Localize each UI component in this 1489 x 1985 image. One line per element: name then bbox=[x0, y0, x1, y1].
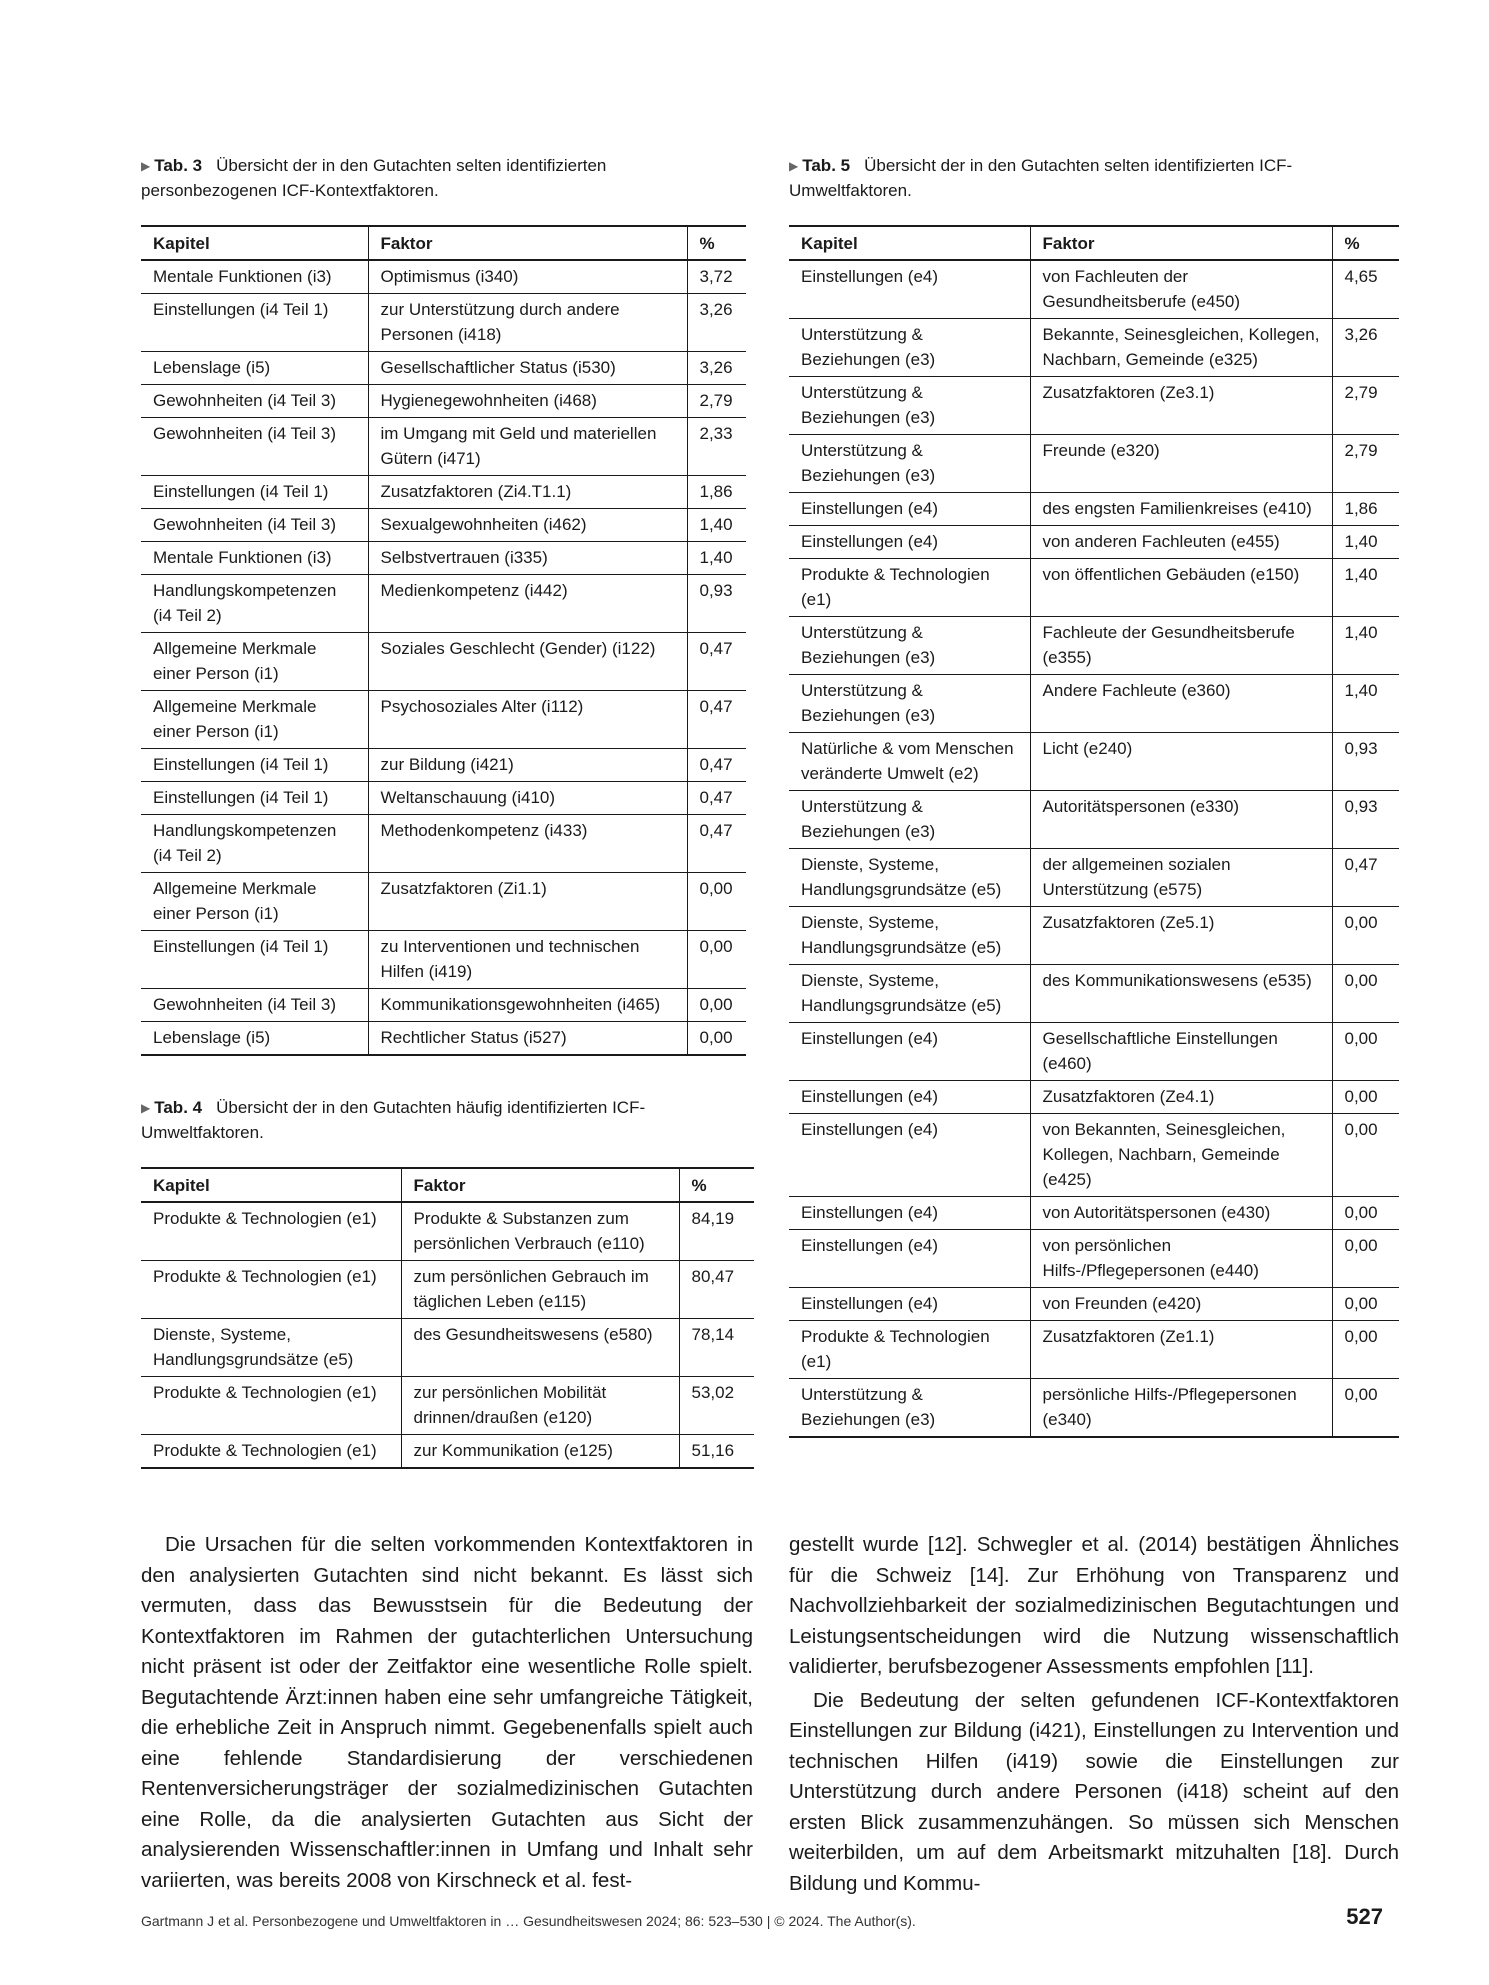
table-row bbox=[141, 815, 746, 873]
cell-percent: 2,79 bbox=[1332, 377, 1399, 435]
cell-faktor: des Gesundheitswesens (e580) bbox=[401, 1319, 679, 1377]
cell-percent: 4,65 bbox=[1332, 260, 1399, 319]
table-row bbox=[141, 749, 746, 782]
cell-percent: 0,93 bbox=[1332, 791, 1399, 849]
cell-faktor: Freunde (e320) bbox=[1030, 435, 1332, 493]
cell-kapitel: Einstellungen (e4) bbox=[789, 1081, 1030, 1114]
cell-percent: 1,86 bbox=[1332, 493, 1399, 526]
cell-faktor: persönliche Hilfs-/Pflegepersonen (e340) bbox=[1030, 1379, 1332, 1438]
column-header: Kapitel bbox=[789, 226, 1030, 260]
table-row bbox=[141, 691, 746, 749]
cell-kapitel: Allgemeine Merkmale einer Person (i1) bbox=[141, 873, 368, 931]
column-header: Kapitel bbox=[141, 1168, 401, 1202]
cell-kapitel: Mentale Funktionen (i3) bbox=[141, 542, 368, 575]
cell-faktor: von Fachleuten der Gesundheitsberufe (e450) bbox=[1030, 260, 1332, 319]
table-row bbox=[789, 1197, 1399, 1230]
cell-kapitel: Einstellungen (e4) bbox=[789, 493, 1030, 526]
cell-percent: 0,47 bbox=[687, 815, 746, 873]
cell-faktor: Gesellschaftlicher Status (i530) bbox=[368, 352, 687, 385]
left-body-column bbox=[141, 1530, 753, 1896]
cell-percent: 53,02 bbox=[679, 1377, 754, 1435]
table-row bbox=[789, 617, 1399, 675]
table-row bbox=[789, 377, 1399, 435]
cell-percent: 0,47 bbox=[687, 782, 746, 815]
column-header: % bbox=[679, 1168, 754, 1202]
triangle-icon: ▶ bbox=[141, 159, 151, 173]
cell-kapitel: Einstellungen (e4) bbox=[789, 260, 1030, 319]
table-row bbox=[789, 965, 1399, 1023]
table-row bbox=[789, 260, 1399, 319]
cell-percent: 0,00 bbox=[1332, 1379, 1399, 1438]
body-paragraph: gestellt wurde [12]. Schwegler et al. (2014) bestätigen Ähnliches für die Schweiz [14]. Zur Erhöhung von Transparenz und Nachvollziehbarkeit der sozialmedizinischen Begutachtungen und Leistungsentscheidungen wird die Nutzung wissenschaftlich validierter, berufsbezogener Assessments empfohlen [11]. bbox=[789, 1533, 1399, 1678]
cell-percent: 3,72 bbox=[687, 260, 746, 294]
cell-kapitel: Unterstützung & Beziehungen (e3) bbox=[789, 791, 1030, 849]
column-header: Faktor bbox=[401, 1168, 679, 1202]
table-row bbox=[789, 675, 1399, 733]
triangle-icon: ▶ bbox=[789, 159, 799, 173]
cell-kapitel: Allgemeine Merkmale einer Person (i1) bbox=[141, 691, 368, 749]
cell-faktor: zur Bildung (i421) bbox=[368, 749, 687, 782]
table-header-row bbox=[789, 226, 1399, 260]
cell-percent: 0,00 bbox=[1332, 1081, 1399, 1114]
table-row bbox=[789, 1288, 1399, 1321]
table-row bbox=[141, 294, 746, 352]
table-row bbox=[141, 509, 746, 542]
footer-citation: Gartmann J et al. Personbezogene und Umweltfaktoren in … Gesundheitswesen 2024; 86: 523–530 | © 2024. The Author(s). bbox=[141, 1913, 916, 1929]
body-paragraph: Die Ursachen für die selten vorkommenden Kontextfaktoren in den analysierten Gutachten sind nicht bekannt. Es lässt sich vermuten, dass das Bewusstsein für die Bedeutung der Kontextfaktoren im Rahmen der gutachterlichen Untersuchung nicht präsent ist oder der Zeitfaktor eine wesentliche Rolle spielt. Begutachtende Ärzt:innen haben eine sehr umfangreiche Tätigkeit, die erhebliche Zeit in Anspruch nimmt. Gegebenenfalls spielt auch eine fehlende Standardisierung der verschiedenen Rentenversicherungsträger der sozialmedizinischen Gutachten eine Rolle, da die analysierten Gutachten aus Sicht der analysierenden Wissenschaftler:innen in Umfang und Inhalt sehr variierten, was bereits 2008 von Kirschneck et al. fest- bbox=[141, 1533, 753, 1892]
table-row bbox=[141, 476, 746, 509]
cell-kapitel: Unterstützung & Beziehungen (e3) bbox=[789, 435, 1030, 493]
tab5-label: Tab. 5 bbox=[802, 156, 851, 175]
cell-faktor: Zusatzfaktoren (Ze4.1) bbox=[1030, 1081, 1332, 1114]
cell-percent: 0,47 bbox=[687, 691, 746, 749]
cell-kapitel: Allgemeine Merkmale einer Person (i1) bbox=[141, 633, 368, 691]
cell-faktor: des Kommunikationswesens (e535) bbox=[1030, 965, 1332, 1023]
cell-percent: 0,00 bbox=[687, 873, 746, 931]
tab4-block bbox=[141, 1096, 754, 1469]
cell-faktor: im Umgang mit Geld und materiellen Gütern (i471) bbox=[368, 418, 687, 476]
cell-kapitel: Lebenslage (i5) bbox=[141, 1022, 368, 1056]
cell-faktor: Rechtlicher Status (i527) bbox=[368, 1022, 687, 1056]
cell-kapitel: Gewohnheiten (i4 Teil 3) bbox=[141, 385, 368, 418]
cell-kapitel: Produkte & Technologien (e1) bbox=[141, 1261, 401, 1319]
cell-faktor: Psychosoziales Alter (i112) bbox=[368, 691, 687, 749]
table-row bbox=[141, 1435, 754, 1469]
cell-kapitel: Einstellungen (i4 Teil 1) bbox=[141, 749, 368, 782]
cell-kapitel: Dienste, Systeme, Handlungsgrundsätze (e5) bbox=[789, 965, 1030, 1023]
cell-percent: 0,00 bbox=[687, 989, 746, 1022]
cell-percent: 0,00 bbox=[1332, 1230, 1399, 1288]
cell-faktor: Bekannte, Seinesgleichen, Kollegen, Nachbarn, Gemeinde (e325) bbox=[1030, 319, 1332, 377]
table-header-row bbox=[141, 1168, 754, 1202]
table-row bbox=[141, 1319, 754, 1377]
cell-percent: 0,00 bbox=[687, 931, 746, 989]
table-row bbox=[141, 575, 746, 633]
table-row bbox=[141, 633, 746, 691]
table-row bbox=[141, 1022, 746, 1056]
page-number: 527 bbox=[1346, 1904, 1383, 1929]
table-row bbox=[789, 319, 1399, 377]
cell-kapitel: Gewohnheiten (i4 Teil 3) bbox=[141, 509, 368, 542]
cell-percent: 1,40 bbox=[687, 542, 746, 575]
tab3-caption-text: Übersicht der in den Gutachten selten identifizierten personbezogenen ICF-Kontextfaktoren. bbox=[141, 156, 607, 200]
cell-percent: 0,00 bbox=[1332, 1321, 1399, 1379]
cell-percent: 0,00 bbox=[1332, 1288, 1399, 1321]
cell-kapitel: Einstellungen (e4) bbox=[789, 526, 1030, 559]
table-row bbox=[789, 559, 1399, 617]
cell-kapitel: Unterstützung & Beziehungen (e3) bbox=[789, 675, 1030, 733]
cell-faktor: von anderen Fachleuten (e455) bbox=[1030, 526, 1332, 559]
tab4-caption bbox=[141, 1096, 754, 1145]
cell-percent: 2,79 bbox=[687, 385, 746, 418]
cell-faktor: von Bekannten, Seinesgleichen, Kollegen, Nachbarn, Gemeinde (e425) bbox=[1030, 1114, 1332, 1197]
triangle-icon: ▶ bbox=[141, 1101, 151, 1115]
tab5-caption-text: Übersicht der in den Gutachten selten identifizierten ICF-Umweltfaktoren. bbox=[789, 156, 1293, 200]
cell-faktor: des engsten Familienkreises (e410) bbox=[1030, 493, 1332, 526]
cell-percent: 84,19 bbox=[679, 1202, 754, 1261]
cell-faktor: Optimismus (i340) bbox=[368, 260, 687, 294]
cell-percent: 1,40 bbox=[687, 509, 746, 542]
table-row bbox=[789, 1081, 1399, 1114]
cell-kapitel: Einstellungen (i4 Teil 1) bbox=[141, 931, 368, 989]
table-row bbox=[141, 782, 746, 815]
cell-percent: 0,00 bbox=[1332, 1023, 1399, 1081]
table-row bbox=[141, 873, 746, 931]
table-row bbox=[141, 352, 746, 385]
cell-percent: 51,16 bbox=[679, 1435, 754, 1469]
cell-faktor: Autoritätspersonen (e330) bbox=[1030, 791, 1332, 849]
cell-percent: 0,00 bbox=[1332, 1114, 1399, 1197]
cell-kapitel: Einstellungen (i4 Teil 1) bbox=[141, 782, 368, 815]
cell-percent: 1,86 bbox=[687, 476, 746, 509]
cell-kapitel: Einstellungen (e4) bbox=[789, 1288, 1030, 1321]
cell-faktor: von Autoritätspersonen (e430) bbox=[1030, 1197, 1332, 1230]
table-header-row bbox=[141, 226, 746, 260]
cell-faktor: zu Interventionen und technischen Hilfen (i419) bbox=[368, 931, 687, 989]
cell-percent: 1,40 bbox=[1332, 617, 1399, 675]
cell-faktor: Hygienegewohnheiten (i468) bbox=[368, 385, 687, 418]
cell-percent: 3,26 bbox=[687, 294, 746, 352]
cell-percent: 0,00 bbox=[1332, 907, 1399, 965]
tab3-caption bbox=[141, 154, 746, 203]
table-row bbox=[789, 791, 1399, 849]
table-row bbox=[141, 542, 746, 575]
cell-kapitel: Einstellungen (i4 Teil 1) bbox=[141, 476, 368, 509]
cell-faktor: zum persönlichen Gebrauch im täglichen Leben (e115) bbox=[401, 1261, 679, 1319]
cell-kapitel: Einstellungen (e4) bbox=[789, 1197, 1030, 1230]
cell-percent: 0,00 bbox=[1332, 965, 1399, 1023]
cell-percent: 1,40 bbox=[1332, 675, 1399, 733]
cell-percent: 80,47 bbox=[679, 1261, 754, 1319]
column-header: Faktor bbox=[368, 226, 687, 260]
cell-faktor: Fachleute der Gesundheitsberufe (e355) bbox=[1030, 617, 1332, 675]
table-row bbox=[789, 1023, 1399, 1081]
cell-kapitel: Produkte & Technologien (e1) bbox=[141, 1202, 401, 1261]
table-row bbox=[789, 733, 1399, 791]
tab4-label: Tab. 4 bbox=[154, 1098, 203, 1117]
cell-percent: 0,00 bbox=[1332, 1197, 1399, 1230]
cell-kapitel: Einstellungen (e4) bbox=[789, 1114, 1030, 1197]
tab4-caption-text: Übersicht der in den Gutachten häufig identifizierten ICF- Umweltfaktoren. bbox=[141, 1098, 646, 1142]
cell-kapitel: Unterstützung & Beziehungen (e3) bbox=[789, 1379, 1030, 1438]
cell-faktor: Sexualgewohnheiten (i462) bbox=[368, 509, 687, 542]
cell-percent: 0,47 bbox=[1332, 849, 1399, 907]
cell-kapitel: Handlungskompetenzen (i4 Teil 2) bbox=[141, 815, 368, 873]
tab3-table bbox=[141, 225, 746, 1056]
table-row bbox=[789, 435, 1399, 493]
cell-faktor: Methodenkompetenz (i433) bbox=[368, 815, 687, 873]
cell-kapitel: Dienste, Systeme, Handlungsgrundsätze (e5) bbox=[789, 907, 1030, 965]
cell-faktor: Zusatzfaktoren (Ze3.1) bbox=[1030, 377, 1332, 435]
body-paragraph: Die Bedeutung der selten gefundenen ICF-Kontextfaktoren Einstellungen zur Bildung (i421), Einstellungen zu Intervention und technischen Hilfen (i419) sowie die Einstellungen zur Unterstützung durch andere Personen (i418) scheint auf den ersten Blick zusammenzuhängen. So müssen sich Menschen weiterbilden, um auf dem Arbeitsmarkt mitzuhalten [18]. Durch Bildung und Kommu- bbox=[789, 1688, 1399, 1895]
cell-kapitel: Lebenslage (i5) bbox=[141, 352, 368, 385]
cell-faktor: zur Kommunikation (e125) bbox=[401, 1435, 679, 1469]
cell-faktor: zur Unterstützung durch andere Personen (i418) bbox=[368, 294, 687, 352]
cell-percent: 0,47 bbox=[687, 749, 746, 782]
cell-faktor: von persönlichen Hilfs-/Pflegepersonen (e440) bbox=[1030, 1230, 1332, 1288]
table-row bbox=[141, 1377, 754, 1435]
cell-faktor: Licht (e240) bbox=[1030, 733, 1332, 791]
cell-percent: 0,00 bbox=[687, 1022, 746, 1056]
table-row bbox=[789, 493, 1399, 526]
cell-faktor: Zusatzfaktoren (Zi4.T1.1) bbox=[368, 476, 687, 509]
cell-kapitel: Produkte & Technologien (e1) bbox=[141, 1435, 401, 1469]
cell-kapitel: Einstellungen (e4) bbox=[789, 1023, 1030, 1081]
tab3-block bbox=[141, 154, 746, 1056]
cell-kapitel: Dienste, Systeme, Handlungsgrundsätze (e5) bbox=[141, 1319, 401, 1377]
table-row bbox=[789, 526, 1399, 559]
cell-percent: 0,93 bbox=[687, 575, 746, 633]
cell-kapitel: Produkte & Technologien (e1) bbox=[789, 1321, 1030, 1379]
cell-faktor: Zusatzfaktoren (Zi1.1) bbox=[368, 873, 687, 931]
table-row bbox=[141, 260, 746, 294]
right-body-column bbox=[789, 1530, 1399, 1899]
table-row bbox=[789, 907, 1399, 965]
cell-percent: 3,26 bbox=[687, 352, 746, 385]
column-header: % bbox=[1332, 226, 1399, 260]
table-row bbox=[789, 849, 1399, 907]
cell-percent: 78,14 bbox=[679, 1319, 754, 1377]
cell-percent: 0,47 bbox=[687, 633, 746, 691]
tab4-table bbox=[141, 1167, 754, 1469]
table-row bbox=[789, 1321, 1399, 1379]
cell-faktor: Weltanschauung (i410) bbox=[368, 782, 687, 815]
cell-faktor: Gesellschaftliche Einstellungen (e460) bbox=[1030, 1023, 1332, 1081]
table-row bbox=[789, 1230, 1399, 1288]
cell-kapitel: Dienste, Systeme, Handlungsgrundsätze (e5) bbox=[789, 849, 1030, 907]
tab3-label: Tab. 3 bbox=[154, 156, 203, 175]
cell-kapitel: Unterstützung & Beziehungen (e3) bbox=[789, 377, 1030, 435]
tab5-table bbox=[789, 225, 1399, 1438]
cell-kapitel: Handlungskompetenzen (i4 Teil 2) bbox=[141, 575, 368, 633]
column-header: % bbox=[687, 226, 746, 260]
table-row bbox=[141, 418, 746, 476]
table-row bbox=[789, 1114, 1399, 1197]
cell-percent: 1,40 bbox=[1332, 526, 1399, 559]
cell-kapitel: Einstellungen (e4) bbox=[789, 1230, 1030, 1288]
cell-kapitel: Unterstützung & Beziehungen (e3) bbox=[789, 319, 1030, 377]
cell-percent: 2,79 bbox=[1332, 435, 1399, 493]
table-row bbox=[141, 931, 746, 989]
cell-kapitel: Produkte & Technologien (e1) bbox=[789, 559, 1030, 617]
cell-faktor: Zusatzfaktoren (Ze1.1) bbox=[1030, 1321, 1332, 1379]
tab5-caption bbox=[789, 154, 1399, 203]
cell-faktor: Andere Fachleute (e360) bbox=[1030, 675, 1332, 733]
table-row bbox=[141, 1202, 754, 1261]
table-row bbox=[141, 1261, 754, 1319]
cell-faktor: Medienkompetenz (i442) bbox=[368, 575, 687, 633]
cell-faktor: von öffentlichen Gebäuden (e150) bbox=[1030, 559, 1332, 617]
column-header: Kapitel bbox=[141, 226, 368, 260]
cell-kapitel: Mentale Funktionen (i3) bbox=[141, 260, 368, 294]
cell-kapitel: Produkte & Technologien (e1) bbox=[141, 1377, 401, 1435]
cell-faktor: von Freunden (e420) bbox=[1030, 1288, 1332, 1321]
cell-faktor: Soziales Geschlecht (Gender) (i122) bbox=[368, 633, 687, 691]
cell-faktor: der allgemeinen sozialen Unterstützung (e575) bbox=[1030, 849, 1332, 907]
cell-kapitel: Gewohnheiten (i4 Teil 3) bbox=[141, 418, 368, 476]
cell-faktor: Selbstvertrauen (i335) bbox=[368, 542, 687, 575]
cell-kapitel: Gewohnheiten (i4 Teil 3) bbox=[141, 989, 368, 1022]
column-header: Faktor bbox=[1030, 226, 1332, 260]
cell-percent: 2,33 bbox=[687, 418, 746, 476]
cell-percent: 1,40 bbox=[1332, 559, 1399, 617]
cell-faktor: Kommunikationsgewohnheiten (i465) bbox=[368, 989, 687, 1022]
cell-percent: 3,26 bbox=[1332, 319, 1399, 377]
cell-kapitel: Unterstützung & Beziehungen (e3) bbox=[789, 617, 1030, 675]
cell-faktor: zur persönlichen Mobilität drinnen/draußen (e120) bbox=[401, 1377, 679, 1435]
cell-faktor: Zusatzfaktoren (Ze5.1) bbox=[1030, 907, 1332, 965]
cell-kapitel: Natürliche & vom Menschen veränderte Umwelt (e2) bbox=[789, 733, 1030, 791]
cell-faktor: Produkte & Substanzen zum persönlichen Verbrauch (e110) bbox=[401, 1202, 679, 1261]
table-row bbox=[789, 1379, 1399, 1438]
table-row bbox=[141, 385, 746, 418]
table-row bbox=[141, 989, 746, 1022]
tab5-block bbox=[789, 154, 1399, 1438]
cell-kapitel: Einstellungen (i4 Teil 1) bbox=[141, 294, 368, 352]
cell-percent: 0,93 bbox=[1332, 733, 1399, 791]
